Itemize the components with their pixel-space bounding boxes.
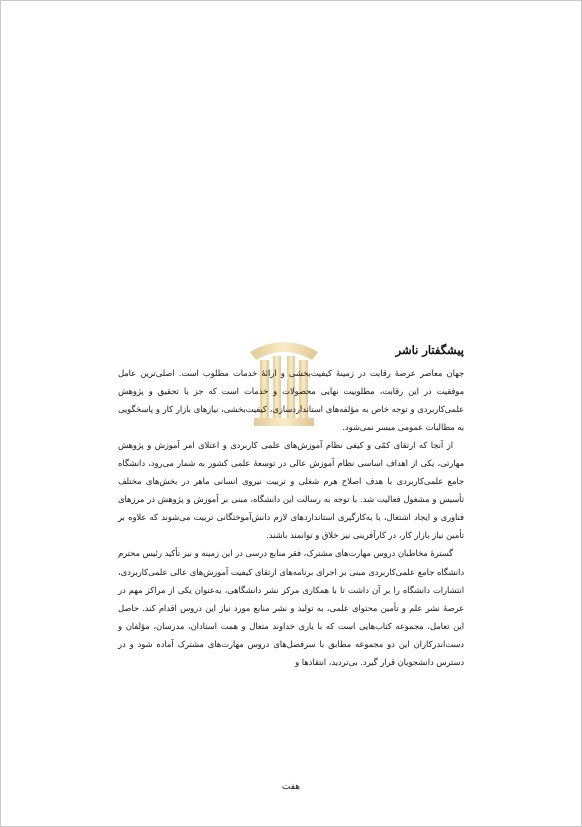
paragraph-3: گسترهٔ مخاطبان دروس مهارت‌های مشترک، فقر منابع درسی در این زمینه و نیز تأکید رئیس محترم دانشگاه جامع علمی‌کاربردی مبنی بر اجرای برنامه‌های ارتقای کیفیت آموزش‌های عالی علمی‌کاربردی، انتشارات دانشگاه را بر آن داشت تا با همکاری مرکز نشر دانشگاهی، به‌عنوان یکی از مراکز مهم در عرصهٔ نشر علم و تأمین محتوای علمی، به تولید و نشر منابع مورد نیاز این دروس اقدام کند. حاصل این تعامل، مجموعه کتاب‌هایی است که با یاری خداوند متعال و همت استادان، مدرسان، مؤلفان و دست‌اندرکاران این دو مجموعه مطابق با سرفصل‌های دروس مهارت‌های مشترک آماده شود و در دسترس دانشجویان قرار گیرد. بی‌تردید، انتقادها و <box>118 548 464 667</box>
page-number: هفت <box>281 782 301 792</box>
preface-title: پیشگفتار ناشر <box>395 343 464 357</box>
preface-body <box>118 364 464 671</box>
paragraph-2: از آنجا که ارتقای کمّی و کیفی نظام آموزش‌های علمی کاربردی و اعتلای امر آموزش و پژوهش مهارتی، یکی از اهداف اساسی نظام آموزش عالی در توسعهٔ علمی کشور به شمار می‌رود، دانشگاه جامع علمی‌کاربردی با هدف اصلاح هرم شغلی و تربیت نیروی انسانی ماهر در بخش‌های مختلف تأسیس و مشغول فعالیت شد. با توجه به رسالت این دانشگاه، مبنی بر آموزش و پژوهش در مرزهای فناوری و ایجاد اشتغال، با به‌کارگیری استانداردهای لازم دانش‌آموختگانی تربیت می‌شوند که علاوه بر تأمین نیاز بازار کار، در کارآفرینی نیز خلاق و توانمند باشند. <box>118 440 464 541</box>
paragraph-1: جهان معاصر عرصهٔ رقابت در زمینهٔ کیفیت‌بخشی و ارائهٔ خدمات مطلوب است. اصلی‌ترین عامل موفقیت در این رقابت، مطلوبیت نهایی محصولات و خدمات است که جز با تحقیق و پژوهش علمی‌کاربردی و توجه خاص به مؤلفه‌های استانداردسازی، کیفیت‌بخشی، نیازهای بازار کار و پاسخگویی به مطالبات عمومی میسر نمی‌شود. <box>118 368 464 433</box>
